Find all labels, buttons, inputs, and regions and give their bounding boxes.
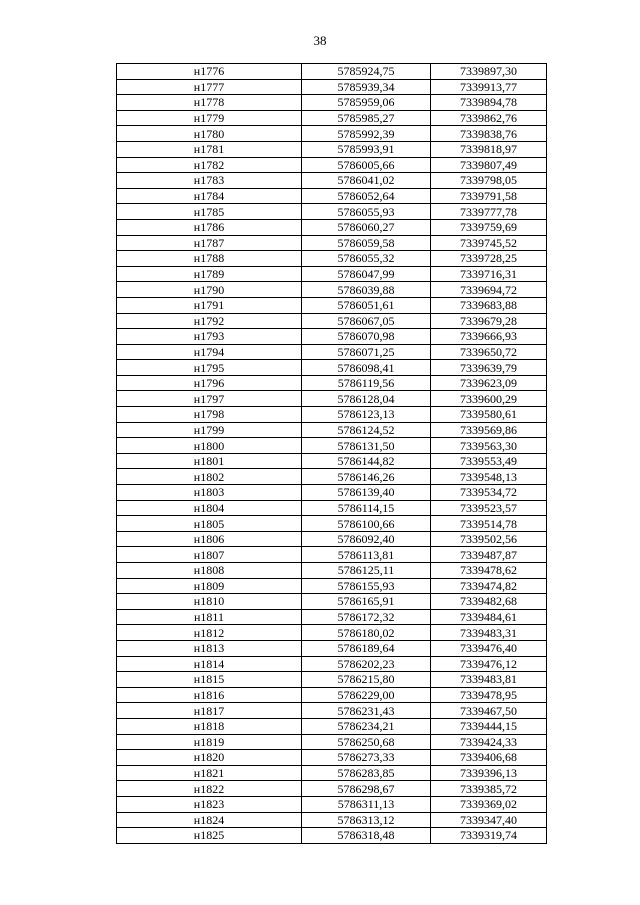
x-coordinate-cell: 5786250,68	[302, 734, 431, 750]
y-coordinate-cell: 7339728,25	[431, 251, 547, 267]
table-row	[117, 640, 547, 656]
x-coordinate-cell: 5786124,52	[302, 422, 431, 438]
x-coordinate-cell: 5786318,48	[302, 828, 431, 844]
point-id-cell: н1821	[117, 765, 302, 781]
x-coordinate-cell: 5786155,93	[302, 578, 431, 594]
table-row	[117, 438, 547, 454]
y-coordinate-cell: 7339476,40	[431, 640, 547, 656]
table-row	[117, 563, 547, 579]
table-row	[117, 157, 547, 173]
y-coordinate-cell: 7339759,69	[431, 219, 547, 235]
table-row	[117, 297, 547, 313]
x-coordinate-cell: 5786071,25	[302, 344, 431, 360]
y-coordinate-cell: 7339666,93	[431, 329, 547, 345]
y-coordinate-cell: 7339580,61	[431, 407, 547, 423]
x-coordinate-cell: 5785992,39	[302, 126, 431, 142]
table-row	[117, 531, 547, 547]
point-id-cell: н1782	[117, 157, 302, 173]
y-coordinate-cell: 7339838,76	[431, 126, 547, 142]
y-coordinate-cell: 7339798,05	[431, 173, 547, 189]
x-coordinate-cell: 5786283,85	[302, 765, 431, 781]
point-id-cell: н1797	[117, 391, 302, 407]
table-row	[117, 79, 547, 95]
table-row	[117, 204, 547, 220]
x-coordinate-cell: 5786055,93	[302, 204, 431, 220]
y-coordinate-cell: 7339478,95	[431, 687, 547, 703]
x-coordinate-cell: 5786113,81	[302, 547, 431, 563]
x-coordinate-cell: 5786311,13	[302, 796, 431, 812]
x-coordinate-cell: 5786273,33	[302, 750, 431, 766]
point-id-cell: н1783	[117, 173, 302, 189]
table-row	[117, 516, 547, 532]
point-id-cell: н1793	[117, 329, 302, 345]
point-id-cell: н1794	[117, 344, 302, 360]
point-id-cell: н1796	[117, 375, 302, 391]
point-id-cell: н1777	[117, 79, 302, 95]
table-row	[117, 126, 547, 142]
y-coordinate-cell: 7339623,09	[431, 375, 547, 391]
y-coordinate-cell: 7339694,72	[431, 282, 547, 298]
y-coordinate-cell: 7339347,40	[431, 812, 547, 828]
x-coordinate-cell: 5786067,05	[302, 313, 431, 329]
y-coordinate-cell: 7339396,13	[431, 765, 547, 781]
y-coordinate-cell: 7339818,97	[431, 141, 547, 157]
point-id-cell: н1814	[117, 656, 302, 672]
table-row	[117, 141, 547, 157]
table-row	[117, 625, 547, 641]
table-row	[117, 282, 547, 298]
x-coordinate-cell: 5786229,00	[302, 687, 431, 703]
table-row	[117, 547, 547, 563]
y-coordinate-cell: 7339319,74	[431, 828, 547, 844]
y-coordinate-cell: 7339523,57	[431, 500, 547, 516]
point-id-cell: н1804	[117, 500, 302, 516]
y-coordinate-cell: 7339483,31	[431, 625, 547, 641]
x-coordinate-cell: 5786298,67	[302, 781, 431, 797]
table-row	[117, 656, 547, 672]
x-coordinate-cell: 5786047,99	[302, 266, 431, 282]
x-coordinate-cell: 5786165,91	[302, 594, 431, 610]
point-id-cell: н1822	[117, 781, 302, 797]
point-id-cell: н1785	[117, 204, 302, 220]
table-row	[117, 422, 547, 438]
point-id-cell: н1799	[117, 422, 302, 438]
y-coordinate-cell: 7339487,87	[431, 547, 547, 563]
point-id-cell: н1813	[117, 640, 302, 656]
table-row	[117, 313, 547, 329]
y-coordinate-cell: 7339650,72	[431, 344, 547, 360]
table-row	[117, 110, 547, 126]
point-id-cell: н1809	[117, 578, 302, 594]
y-coordinate-cell: 7339679,28	[431, 313, 547, 329]
x-coordinate-cell: 5786131,50	[302, 438, 431, 454]
y-coordinate-cell: 7339913,77	[431, 79, 547, 95]
x-coordinate-cell: 5786055,32	[302, 251, 431, 267]
table-row	[117, 360, 547, 376]
x-coordinate-cell: 5786215,80	[302, 672, 431, 688]
table-row	[117, 469, 547, 485]
point-id-cell: н1805	[117, 516, 302, 532]
y-coordinate-cell: 7339424,33	[431, 734, 547, 750]
x-coordinate-cell: 5785993,91	[302, 141, 431, 157]
y-coordinate-cell: 7339639,79	[431, 360, 547, 376]
coordinates-table	[116, 63, 547, 844]
y-coordinate-cell: 7339745,52	[431, 235, 547, 251]
table-row	[117, 703, 547, 719]
x-coordinate-cell: 5785959,06	[302, 95, 431, 111]
y-coordinate-cell: 7339553,49	[431, 453, 547, 469]
x-coordinate-cell: 5786005,66	[302, 157, 431, 173]
x-coordinate-cell: 5786114,15	[302, 500, 431, 516]
page-number: 38	[313, 33, 327, 48]
table-row	[117, 485, 547, 501]
y-coordinate-cell: 7339385,72	[431, 781, 547, 797]
point-id-cell: н1792	[117, 313, 302, 329]
y-coordinate-cell: 7339563,30	[431, 438, 547, 454]
table-row	[117, 329, 547, 345]
table-row	[117, 188, 547, 204]
point-id-cell: н1790	[117, 282, 302, 298]
point-id-cell: н1807	[117, 547, 302, 563]
x-coordinate-cell: 5786172,32	[302, 609, 431, 625]
point-id-cell: н1810	[117, 594, 302, 610]
x-coordinate-cell: 5786059,58	[302, 235, 431, 251]
point-id-cell: н1820	[117, 750, 302, 766]
x-coordinate-cell: 5786234,21	[302, 718, 431, 734]
point-id-cell: н1800	[117, 438, 302, 454]
table-row	[117, 500, 547, 516]
table-row	[117, 718, 547, 734]
point-id-cell: н1791	[117, 297, 302, 313]
table-row	[117, 64, 547, 80]
table-row	[117, 812, 547, 828]
point-id-cell: н1802	[117, 469, 302, 485]
point-id-cell: н1818	[117, 718, 302, 734]
table-row	[117, 687, 547, 703]
x-coordinate-cell: 5786041,02	[302, 173, 431, 189]
y-coordinate-cell: 7339369,02	[431, 796, 547, 812]
point-id-cell: н1779	[117, 110, 302, 126]
table-row	[117, 391, 547, 407]
x-coordinate-cell: 5786144,82	[302, 453, 431, 469]
x-coordinate-cell: 5786100,66	[302, 516, 431, 532]
point-id-cell: н1812	[117, 625, 302, 641]
table-row	[117, 609, 547, 625]
point-id-cell: н1788	[117, 251, 302, 267]
x-coordinate-cell: 5786051,61	[302, 297, 431, 313]
table-row	[117, 672, 547, 688]
x-coordinate-cell: 5786070,98	[302, 329, 431, 345]
y-coordinate-cell: 7339476,12	[431, 656, 547, 672]
y-coordinate-cell: 7339569,86	[431, 422, 547, 438]
y-coordinate-cell: 7339600,29	[431, 391, 547, 407]
y-coordinate-cell: 7339807,49	[431, 157, 547, 173]
x-coordinate-cell: 5786125,11	[302, 563, 431, 579]
y-coordinate-cell: 7339483,81	[431, 672, 547, 688]
point-id-cell: н1825	[117, 828, 302, 844]
x-coordinate-cell: 5786098,41	[302, 360, 431, 376]
point-id-cell: н1780	[117, 126, 302, 142]
y-coordinate-cell: 7339534,72	[431, 485, 547, 501]
y-coordinate-cell: 7339894,78	[431, 95, 547, 111]
point-id-cell: н1817	[117, 703, 302, 719]
y-coordinate-cell: 7339777,78	[431, 204, 547, 220]
point-id-cell: н1801	[117, 453, 302, 469]
x-coordinate-cell: 5786119,56	[302, 375, 431, 391]
x-coordinate-cell: 5785985,27	[302, 110, 431, 126]
x-coordinate-cell: 5786060,27	[302, 219, 431, 235]
x-coordinate-cell: 5786146,26	[302, 469, 431, 485]
y-coordinate-cell: 7339502,56	[431, 531, 547, 547]
point-id-cell: н1798	[117, 407, 302, 423]
table-row	[117, 251, 547, 267]
table-row	[117, 578, 547, 594]
point-id-cell: н1803	[117, 485, 302, 501]
table-row	[117, 173, 547, 189]
table-row	[117, 344, 547, 360]
point-id-cell: н1824	[117, 812, 302, 828]
table-row	[117, 375, 547, 391]
point-id-cell: н1808	[117, 563, 302, 579]
x-coordinate-cell: 5786180,02	[302, 625, 431, 641]
point-id-cell: н1816	[117, 687, 302, 703]
point-id-cell: н1806	[117, 531, 302, 547]
y-coordinate-cell: 7339482,68	[431, 594, 547, 610]
x-coordinate-cell: 5786128,04	[302, 391, 431, 407]
x-coordinate-cell: 5786139,40	[302, 485, 431, 501]
table-row	[117, 453, 547, 469]
y-coordinate-cell: 7339406,68	[431, 750, 547, 766]
y-coordinate-cell: 7339514,78	[431, 516, 547, 532]
y-coordinate-cell: 7339897,30	[431, 64, 547, 80]
y-coordinate-cell: 7339548,13	[431, 469, 547, 485]
table-row	[117, 796, 547, 812]
table-row	[117, 219, 547, 235]
point-id-cell: н1823	[117, 796, 302, 812]
y-coordinate-cell: 7339478,62	[431, 563, 547, 579]
y-coordinate-cell: 7339484,61	[431, 609, 547, 625]
table-row	[117, 781, 547, 797]
x-coordinate-cell: 5785924,75	[302, 64, 431, 80]
x-coordinate-cell: 5786189,64	[302, 640, 431, 656]
y-coordinate-cell: 7339444,15	[431, 718, 547, 734]
x-coordinate-cell: 5786092,40	[302, 531, 431, 547]
table-row	[117, 750, 547, 766]
point-id-cell: н1815	[117, 672, 302, 688]
y-coordinate-cell: 7339474,82	[431, 578, 547, 594]
x-coordinate-cell: 5786052,64	[302, 188, 431, 204]
x-coordinate-cell: 5786123,13	[302, 407, 431, 423]
x-coordinate-cell: 5786202,23	[302, 656, 431, 672]
table-row	[117, 235, 547, 251]
table-row	[117, 407, 547, 423]
point-id-cell: н1781	[117, 141, 302, 157]
table-row	[117, 765, 547, 781]
point-id-cell: н1776	[117, 64, 302, 80]
point-id-cell: н1819	[117, 734, 302, 750]
coordinates-table-body	[117, 64, 547, 844]
point-id-cell: н1786	[117, 219, 302, 235]
y-coordinate-cell: 7339862,76	[431, 110, 547, 126]
table-row	[117, 828, 547, 844]
point-id-cell: н1784	[117, 188, 302, 204]
point-id-cell: н1811	[117, 609, 302, 625]
table-row	[117, 266, 547, 282]
point-id-cell: н1778	[117, 95, 302, 111]
y-coordinate-cell: 7339716,31	[431, 266, 547, 282]
x-coordinate-cell: 5785939,34	[302, 79, 431, 95]
table-row	[117, 594, 547, 610]
y-coordinate-cell: 7339791,58	[431, 188, 547, 204]
point-id-cell: н1787	[117, 235, 302, 251]
point-id-cell: н1789	[117, 266, 302, 282]
table-row	[117, 95, 547, 111]
y-coordinate-cell: 7339467,50	[431, 703, 547, 719]
table-row	[117, 734, 547, 750]
y-coordinate-cell: 7339683,88	[431, 297, 547, 313]
point-id-cell: н1795	[117, 360, 302, 376]
x-coordinate-cell: 5786039,88	[302, 282, 431, 298]
x-coordinate-cell: 5786313,12	[302, 812, 431, 828]
x-coordinate-cell: 5786231,43	[302, 703, 431, 719]
